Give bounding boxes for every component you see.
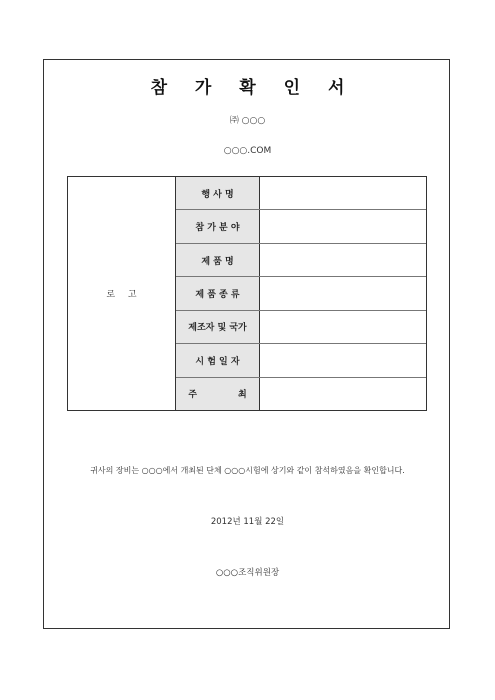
field-value-host[interactable] bbox=[260, 378, 426, 410]
field-row-host bbox=[176, 378, 426, 410]
field-rows bbox=[176, 177, 426, 410]
field-row-category bbox=[176, 210, 426, 243]
document-title: 참 가 확 인 서 bbox=[150, 78, 356, 98]
field-label-manufacturer: 제조자 및 국가 bbox=[176, 311, 260, 343]
company-name: ㈜ ○○○ bbox=[229, 116, 266, 126]
field-value-event-name[interactable] bbox=[260, 177, 426, 209]
confirmation-statement: 귀사의 장비는 ○○○에서 개최된 단체 ○○○시험에 상기와 같이 참석하였음을 확인합니다. bbox=[90, 466, 405, 475]
field-label-product-type: 제 품 종 류 bbox=[176, 277, 260, 309]
field-row-event-name bbox=[176, 177, 426, 210]
field-row-product-name bbox=[176, 244, 426, 277]
info-table bbox=[67, 176, 427, 411]
issue-date: 2012년 11월 22일 bbox=[210, 517, 285, 527]
field-label-category: 참 가 분 야 bbox=[176, 210, 260, 242]
field-row-manufacturer bbox=[176, 311, 426, 344]
field-value-product-name[interactable] bbox=[260, 244, 426, 276]
field-value-test-date[interactable] bbox=[260, 344, 426, 376]
field-label-test-date: 시 험 일 자 bbox=[176, 344, 260, 376]
field-row-test-date bbox=[176, 344, 426, 377]
issuer-name: ○○○조직위원장 bbox=[215, 568, 280, 578]
company-website: ○○○.COM bbox=[223, 146, 272, 156]
field-value-manufacturer[interactable] bbox=[260, 311, 426, 343]
logo-cell: 로 고 bbox=[68, 177, 176, 410]
field-value-category[interactable] bbox=[260, 210, 426, 242]
field-label-host bbox=[176, 378, 260, 410]
field-label-event-name: 행 사 명 bbox=[176, 177, 260, 209]
field-label-host-text: 주 최 bbox=[188, 390, 247, 401]
field-label-product-name: 제 품 명 bbox=[176, 244, 260, 276]
field-row-product-type bbox=[176, 277, 426, 310]
field-value-product-type[interactable] bbox=[260, 277, 426, 309]
